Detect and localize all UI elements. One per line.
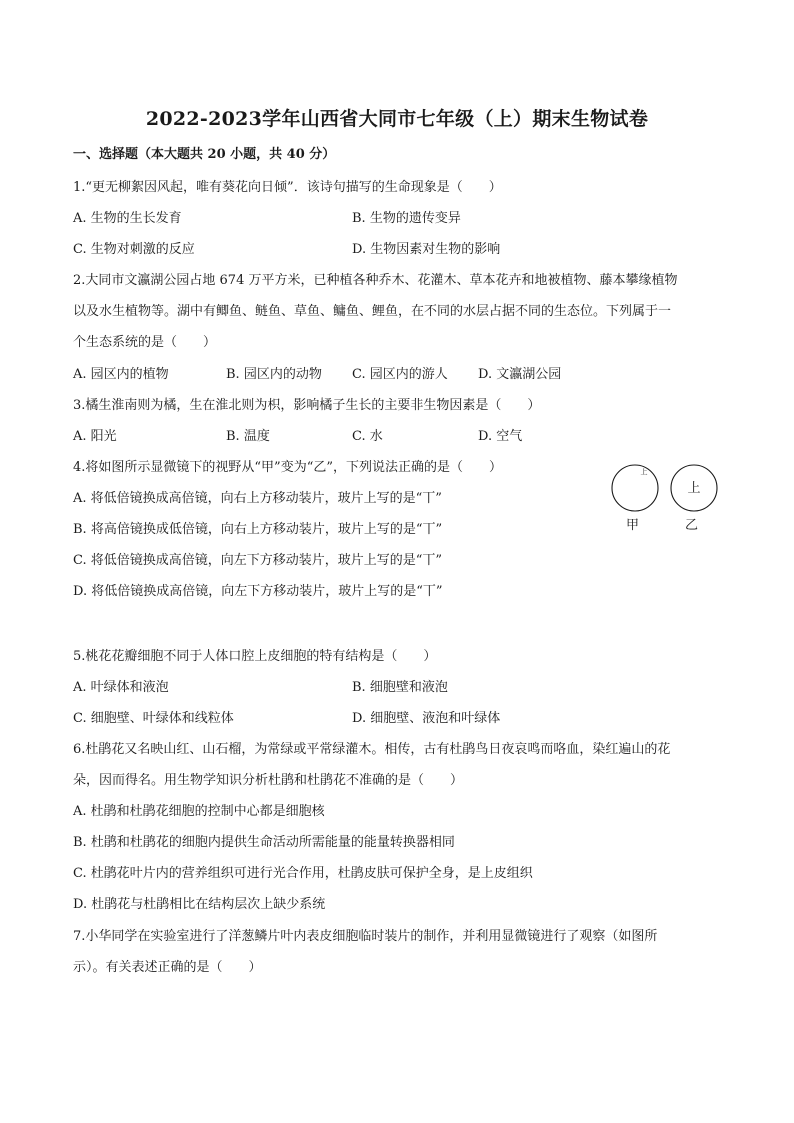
- question-1-option-d: D. 生物因素对生物的影响: [352, 242, 501, 257]
- question-3-option-c: C. 水: [352, 429, 383, 444]
- question-6-option-c: C. 杜鹃花叶片内的营养组织可进行光合作用，杜鹃皮肤可保护全身，是上皮组织: [73, 866, 533, 881]
- question-2-stem-line-1: 2.大同市文瀛湖公园占地 674 万平方米，已种植各种乔木、花灌木、草本花卉和地被植物、藤本攀缘植物: [73, 273, 678, 288]
- section-heading: 一、选择题（本大题共 20 小题，共 40 分）: [73, 147, 336, 162]
- question-1-stem: 1.“更无柳絮因风起，唯有葵花向日倾”．该诗句描写的生命现象是（ ）: [73, 180, 502, 195]
- question-2-option-b: B. 园区内的动物: [226, 367, 322, 382]
- question-6-option-b: B. 杜鹃和杜鹃花的细胞内提供生命活动所需能量的能量转换器相同: [73, 835, 455, 850]
- question-2-stem-line-3: 个生态系统的是（ ）: [73, 335, 217, 350]
- question-1-option-c: C. 生物对刺激的反应: [73, 242, 195, 257]
- question-6-stem-line-1: 6.杜鹃花又名映山红、山石榴，为常绿或平常绿灌木。相传，古有杜鹃鸟日夜哀鸣而咯血，染红遍山的花: [73, 742, 671, 757]
- question-3-option-d: D. 空气: [478, 429, 523, 444]
- question-3-option-b: B. 温度: [226, 429, 270, 444]
- question-2-option-d: D. 文瀛湖公园: [478, 367, 562, 382]
- page-title: 2022-2023学年山西省大同市七年级（上）期末生物试卷: [145, 108, 649, 130]
- question-5-option-a: A. 叶绿体和液泡: [73, 680, 169, 695]
- question-3-stem: 3.橘生淮南则为橘，生在淮北则为枳，影响橘子生长的主要非生物因素是（ ）: [73, 398, 541, 413]
- question-5-stem: 5.桃花花瓣细胞不同于人体口腔上皮细胞的特有结构是（ ）: [73, 649, 437, 664]
- microscope-fields: [606, 460, 726, 520]
- question-6-option-a: A. 杜鹃和杜鹃花细胞的控制中心都是细胞核: [73, 804, 325, 819]
- question-2-option-c: C. 园区内的游人: [352, 367, 448, 382]
- question-4-option-c: C. 将低倍镜换成高倍镜，向左下方移动装片，玻片上写的是“丅”: [73, 553, 443, 568]
- field-jia-circle: [612, 465, 658, 511]
- question-4-option-b: B. 将高倍镜换成低倍镜，向右上方移动装片，玻片上写的是“丅”: [73, 522, 443, 537]
- question-5-option-b: B. 细胞壁和液泡: [352, 680, 448, 695]
- field-yi-char: 上: [687, 481, 701, 496]
- question-3-option-a: A. 阳光: [73, 429, 117, 444]
- question-4-option-d: D. 将低倍镜换成高倍镜，向左下方移动装片，玻片上写的是“丅”: [73, 584, 443, 599]
- figure-label-jia: 甲: [626, 518, 640, 533]
- question-2-option-a: A. 园区内的植物: [73, 367, 169, 382]
- question-7-stem-line-1: 7.小华同学在实验室进行了洋葱鳞片叶内表皮细胞临时装片的制作，并利用显微镜进行了观察（如图所: [73, 929, 658, 944]
- question-7-stem-line-2: 示）。有关表述正确的是（ ）: [73, 960, 262, 975]
- question-1-option-b: B. 生物的遗传变异: [352, 211, 461, 226]
- question-1-option-a: A. 生物的生长发育: [73, 211, 182, 226]
- field-jia-char: 上: [640, 468, 648, 476]
- question-4-option-a: A. 将低倍镜换成高倍镜，向右上方移动装片，玻片上写的是“丅”: [73, 491, 442, 506]
- question-6-stem-line-2: 朵，因而得名。用生物学知识分析杜鹃和杜鹃花不准确的是（ ）: [73, 773, 464, 788]
- microscope-view-figure: [606, 460, 726, 532]
- question-5-option-c: C. 细胞壁、叶绿体和线粒体: [73, 711, 234, 726]
- figure-label-yi: 乙: [685, 518, 699, 533]
- question-4-stem: 4.将如图所示显微镜下的视野从“甲”变为“乙”，下列说法正确的是（ ）: [73, 460, 502, 475]
- question-5-option-d: D. 细胞壁、液泡和叶绿体: [352, 711, 501, 726]
- question-6-option-d: D. 杜鹃花与杜鹃相比在结构层次上缺少系统: [73, 897, 326, 912]
- question-2-stem-line-2: 以及水生植物等。湖中有鲫鱼、鲢鱼、草鱼、鳙鱼、鲤鱼，在不同的水层占据不同的生态位。下列属于一: [73, 304, 672, 319]
